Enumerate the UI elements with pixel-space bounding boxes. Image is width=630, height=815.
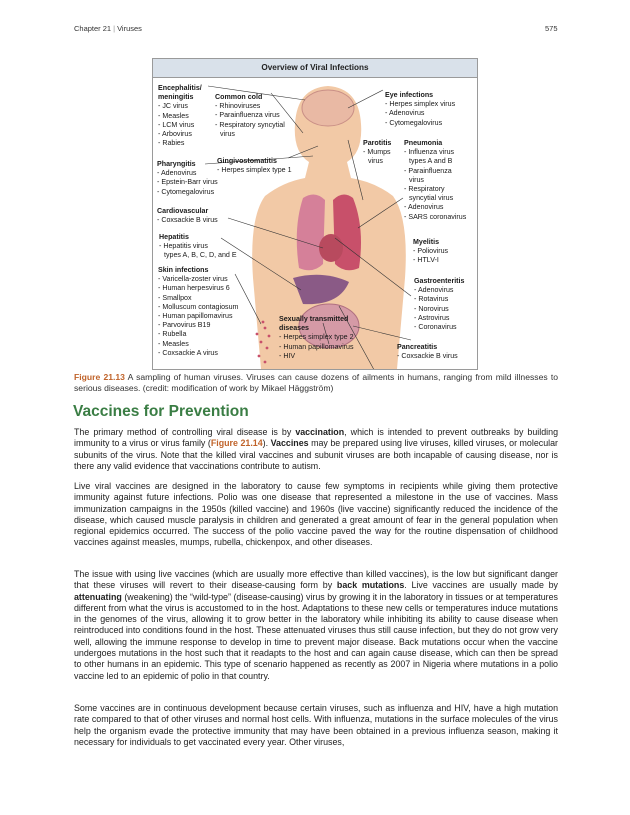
list-item: - Human herpesvirus 6 [158,284,230,293]
list-item: types A and B [409,157,453,166]
paragraph-3 [74,569,558,682]
group-title: Skin infections [158,266,209,274]
list-item: - Coxsackie B virus [397,352,458,361]
text-run: The issue with using live vaccines (which are usually more effective than killed vaccines), is the low but significant danger that these viruses will revert to their disease-causing form by [74,569,558,591]
group-title: Pneumonia [404,139,443,147]
term-back-mutations: back mutations [336,580,405,591]
paragraph-2: Live viral vaccines are designed in the laboratory to cause few symptoms in recipients while giving them protective immunity against future infections. Polio was one disease that represented a milestone in the use of vaccines. Mass immunization campaigns in the 1950s (killed vaccine) and 1960s (live vaccine) significantly reduced the incidence of the disease, which caused muscle paralysis in children and generated a great amount of fear in the general population when regional epidemics occurred. The success of the polio vaccine paved the way for the routine dispensation of childhood vaccines against measles, mumps, rubella, chickenpox, and other diseases. [74,481,558,548]
group-encephalitis [158,84,202,148]
group-pancreatitis [397,343,458,361]
term-vaccination: vaccination [295,427,345,437]
text-run: may be prepared using live viruses, killed viruses, or molecular subunits of the virus. Note that the killed viral vaccines and subunit viruses are both incapable of causing disease, nor is there any valid evidence that vaccinations contribute to autism. [74,438,558,471]
list-item: - Respiratory [404,185,445,194]
figure-caption [74,372,558,394]
header-separator: | [113,24,116,33]
list-item: - Rhinoviruses [215,102,261,111]
group-title: Sexually transmitted [279,315,349,323]
group-title: meningitis [158,93,194,102]
group-sexually-transmitted [279,315,354,361]
group-title: Myelitis [413,238,440,246]
group-title: Common cold [215,93,263,101]
running-header [74,24,142,33]
list-item: - SARS coronavirus [404,212,467,221]
list-item: - Epstein-Barr virus [157,178,218,187]
figure-body [153,78,477,369]
list-item: - HTLV-I [413,256,439,265]
list-item: - HIV [279,351,296,360]
list-item: - Astrovirus [414,313,450,322]
group-title: Eye infections [385,91,434,99]
group-title: Gastroenteritis [414,277,465,285]
list-item: - Varicella-zoster virus [158,275,228,284]
list-item: - JC virus [158,102,188,111]
group-myelitis [413,238,448,266]
list-item: - Arbovirus [158,130,192,139]
list-item: - Poliovirus [413,247,449,256]
group-common-cold [215,93,285,139]
list-item: - Herpes simplex type 1 [217,166,292,175]
list-item: - Norovirus [414,304,449,313]
list-item: - Adenovirus [404,203,444,212]
list-item: - Adenovirus [157,169,197,178]
figure-title: Overview of Viral Infections [153,59,477,78]
group-title: Pharyngitis [157,160,196,168]
figure-viral-infections [152,58,478,370]
list-item: virus [220,129,235,138]
list-item: - Parainfluenza virus [215,111,280,120]
section-heading: Vaccines for Prevention [73,403,249,420]
group-title: Cardiovascular [157,207,209,215]
list-item: - LCM virus [158,120,195,129]
left-lung [297,194,325,270]
list-item: - Parvovirus B19 [158,321,211,330]
list-item: - Mumps [363,148,391,157]
page-number: 575 [545,24,558,33]
text-run: . Live vaccines are usually made by [404,580,558,591]
text-run: ). [262,438,271,449]
list-item: - Rabies [158,139,185,148]
term-attenuating: attenuating [74,591,122,602]
group-parotitis [363,139,391,167]
group-hepatitis [159,233,237,261]
list-item: - Hepatitis virus [159,242,208,251]
list-item: - Rotavirus [414,295,449,304]
figure-reference-link[interactable]: Figure 21.14 [210,438,263,449]
list-item: types A, B, C, D, and E [164,251,237,260]
list-item: syncytial virus [409,194,454,203]
text-run: , which is intended to prevent outbreaks by building immunity to a virus or virus family ( [74,427,559,449]
list-item: - Herpes simplex virus [385,100,456,109]
group-pneumonia [404,139,466,222]
chapter-title: Viruses [117,24,142,33]
list-item: - Measles [158,111,189,120]
term-vaccines: Vaccines [270,438,309,449]
group-pharyngitis [157,160,218,197]
list-item: - Coxsackie B virus [157,216,218,225]
caption-text: A sampling of human viruses. Viruses can cause dozens of ailments in humans, ranging from mild illnesses to serious diseases. (credit: modification of work by Mikael Häggström) [74,372,558,393]
list-item: - Respiratory syncytial [215,120,285,129]
group-skin-infections [158,266,238,358]
figure-label: Figure 21.13 [74,372,125,382]
list-item: - Human papillomavirus [279,342,354,351]
group-title: Pancreatitis [397,343,438,351]
group-gastroenteritis [414,277,464,332]
text-run: The primary method of controlling viral disease is by [74,427,296,437]
group-eye-infections [385,91,455,128]
paragraph-1 [74,427,558,472]
group-title: Parotitis [363,139,392,147]
list-item: - Parainfluenza [404,166,452,175]
group-title: Gingivostomatitis [217,157,277,165]
list-item: - Rubella [158,330,187,339]
list-item: - Cytomegalovirus [157,187,215,196]
list-item: virus [409,175,424,184]
list-item: - Human papillomavirus [158,312,233,321]
list-item: - Influenza virus [404,148,455,157]
list-item: - Smallpox [158,293,192,302]
list-item: - Coxsackie A virus [158,348,218,357]
group-gingivostomatitis [217,157,292,175]
list-item: - Coronavirus [414,323,457,332]
group-cardiovascular [157,207,218,225]
list-item: - Adenovirus [414,286,454,295]
paragraph-4: Some vaccines are in continuous development because certain viruses, such as influenza and HIV, have a high mutation rate compared to that of other viruses and normal host cells. With influenza, mutations in the surface molecules of the virus help the organism evade the protective immunity that may have been obtained in a previous influenza season, making it necessary for individuals to get vaccinated every year. Other viruses, [74,703,558,747]
list-item: virus [368,157,383,166]
list-item: - Herpes simplex type 2 [279,333,354,342]
brain [302,90,354,126]
group-title: diseases [279,324,309,333]
group-title: Hepatitis [159,233,189,241]
chapter-label: Chapter 21 [74,24,112,33]
list-item: - Cytomegalovirus [385,118,443,127]
group-title: Encephalitis/ [158,84,202,92]
list-item: - Adenovirus [385,109,425,118]
list-item: - Molluscum contagiosum [158,302,239,311]
text-run: (weakening) the “wild-type” (disease-causing) virus by growing it in the laboratory in tissues or at temperatures different from what the virus is accustomed to in the host. Adaptations to these new cells or temperatures induce mutations in the genomes of the virus, allowing it to grow better in the laboratory while inhibiting its ability to cause disease when reintroduced into conditions found in the host. These attenuated viruses thus still cause infection, but they do not grow very well, allowing the immune response to develop in time to prevent major disease. Back mutations occur when the vaccine undergoes mutations in the host such that it readapts to the host and can again cause disease, which can then be spread to other humans in an epidemic. This type of scenario happened as recently as 2007 in Nigeria where mutations in a polio vaccine led to an epidemic of polio in that country. [74,591,558,681]
list-item: - Measles [158,339,189,348]
